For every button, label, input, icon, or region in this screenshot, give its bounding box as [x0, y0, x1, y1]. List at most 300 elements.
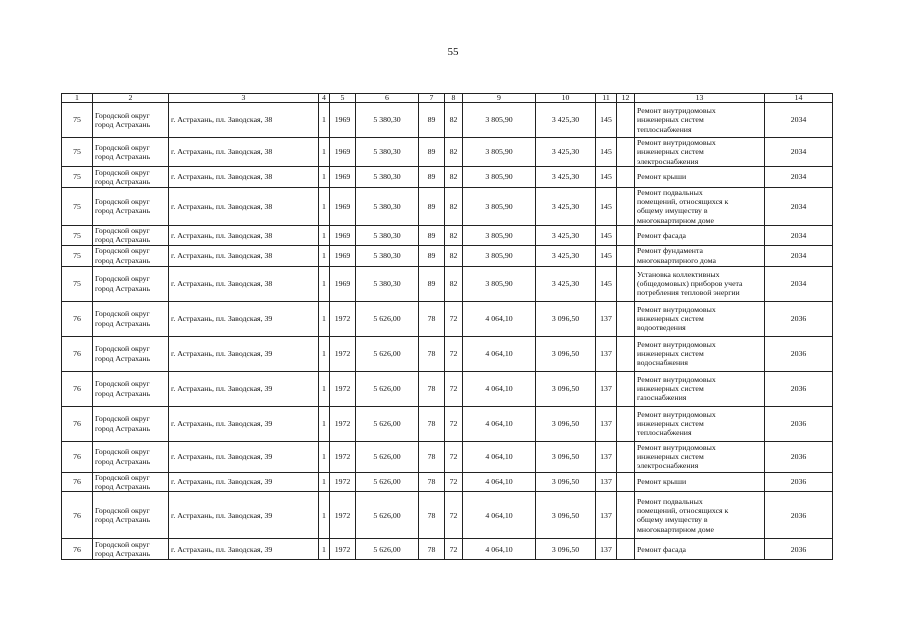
- work-type-line: многоквартирном доме: [637, 524, 714, 534]
- capital-repair-table: [61, 93, 833, 560]
- address-cell: г. Астрахань, пл. Заводская, 38: [169, 138, 319, 167]
- work-type-line: водоотведения: [637, 323, 686, 333]
- col-8-cell: 72: [445, 336, 463, 371]
- page-number: 55: [447, 46, 459, 58]
- col-9-cell: 4 064,10: [463, 472, 536, 492]
- col-10-cell: 3 096,50: [536, 472, 596, 492]
- municipality-cell: [93, 492, 169, 539]
- column-number-cell: 3: [169, 94, 319, 103]
- planned-year-cell: 2036: [765, 406, 833, 441]
- col-11-cell: 137: [596, 492, 617, 539]
- col-12-cell: [617, 336, 635, 371]
- year-built-cell: 1972: [330, 406, 356, 441]
- municipality-cell: [93, 103, 169, 138]
- municipality-line: Городской округ: [95, 414, 150, 424]
- work-type-cell: [635, 301, 765, 336]
- address-cell: г. Астрахань, пл. Заводская, 39: [169, 371, 319, 406]
- address-cell: г. Астрахань, пл. Заводская, 39: [169, 441, 319, 472]
- municipality-cell: [93, 226, 169, 246]
- address-cell: г. Астрахань, пл. Заводская, 38: [169, 166, 319, 187]
- col-8-cell: 82: [445, 266, 463, 301]
- planned-year-cell: 2036: [765, 336, 833, 371]
- table-row: [62, 371, 833, 406]
- work-type-line: инженерных систем: [637, 452, 704, 462]
- col-4-cell: 1: [319, 301, 330, 336]
- col-4-cell: 1: [319, 472, 330, 492]
- planned-year-cell: 2034: [765, 166, 833, 187]
- col-10-cell: 3 096,50: [536, 539, 596, 560]
- column-number-cell: 4: [319, 94, 330, 103]
- col-10-cell: 3 096,50: [536, 441, 596, 472]
- total-area-cell: 5 380,30: [356, 245, 419, 266]
- col-8-cell: 82: [445, 166, 463, 187]
- work-type-line: Ремонт подвальных: [637, 496, 703, 506]
- year-built-cell: 1969: [330, 103, 356, 138]
- municipality-line: город Астрахань: [95, 151, 151, 161]
- municipality-line: Городской округ: [95, 447, 150, 457]
- work-type-line: Ремонт подвальных: [637, 187, 703, 197]
- col-11-cell: 145: [596, 103, 617, 138]
- col-8-cell: 82: [445, 138, 463, 167]
- col-9-cell: 3 805,90: [463, 103, 536, 138]
- address-cell: г. Астрахань, пл. Заводская, 39: [169, 472, 319, 492]
- year-built-cell: 1969: [330, 138, 356, 167]
- work-type-line: потребления тепловой энергии: [637, 288, 740, 298]
- work-type-line: общему имуществу в: [637, 515, 708, 525]
- item-number-cell: 76: [62, 472, 93, 492]
- col-9-cell: 4 064,10: [463, 336, 536, 371]
- municipality-line: город Астрахань: [95, 318, 151, 328]
- table-row: [62, 187, 833, 225]
- col-12-cell: [617, 226, 635, 246]
- col-9-cell: 4 064,10: [463, 441, 536, 472]
- col-9-cell: 4 064,10: [463, 371, 536, 406]
- municipality-line: город Астрахань: [95, 283, 151, 293]
- col-11-cell: 145: [596, 226, 617, 246]
- work-type-cell: [635, 187, 765, 225]
- item-number-cell: 75: [62, 266, 93, 301]
- municipality-cell: [93, 266, 169, 301]
- col-10-cell: 3 425,30: [536, 166, 596, 187]
- col-12-cell: [617, 406, 635, 441]
- year-built-cell: 1969: [330, 187, 356, 225]
- work-type-cell: [635, 492, 765, 539]
- total-area-cell: 5 626,00: [356, 336, 419, 371]
- year-built-cell: 1972: [330, 472, 356, 492]
- work-type-line: Ремонт крыши: [637, 477, 687, 487]
- municipality-cell: [93, 245, 169, 266]
- col-4-cell: 1: [319, 371, 330, 406]
- col-12-cell: [617, 138, 635, 167]
- municipality-cell: [93, 138, 169, 167]
- col-11-cell: 145: [596, 166, 617, 187]
- column-number-cell: 14: [765, 94, 833, 103]
- col-9-cell: 3 805,90: [463, 245, 536, 266]
- municipality-line: город Астрахань: [95, 120, 151, 129]
- work-type-line: многоквартирного дома: [637, 255, 716, 265]
- col-11-cell: 145: [596, 187, 617, 225]
- work-type-cell: [635, 166, 765, 187]
- item-number-cell: 76: [62, 539, 93, 560]
- work-type-line: общему имуществу в: [637, 206, 708, 216]
- col-12-cell: [617, 371, 635, 406]
- municipality-line: город Астрахань: [95, 176, 151, 186]
- column-number-header-row: [62, 94, 833, 103]
- col-10-cell: 3 096,50: [536, 371, 596, 406]
- total-area-cell: 5 626,00: [356, 441, 419, 472]
- total-area-cell: 5 380,30: [356, 187, 419, 225]
- municipality-line: город Астрахань: [95, 255, 151, 265]
- work-type-line: Ремонт фундамента: [637, 246, 703, 256]
- municipality-cell: [93, 441, 169, 472]
- municipality-line: Городской округ: [95, 309, 150, 319]
- planned-year-cell: 2034: [765, 226, 833, 246]
- col-8-cell: 72: [445, 492, 463, 539]
- work-type-cell: [635, 371, 765, 406]
- col-11-cell: 137: [596, 441, 617, 472]
- col-7-cell: 89: [419, 166, 445, 187]
- municipality-line: город Астрахань: [95, 235, 151, 245]
- year-built-cell: 1972: [330, 301, 356, 336]
- work-type-line: Ремонт внутридомовых: [637, 304, 716, 314]
- work-type-line: Ремонт внутридомовых: [637, 339, 716, 349]
- table-row: [62, 226, 833, 246]
- col-12-cell: [617, 539, 635, 560]
- work-type-line: инженерных систем: [637, 384, 704, 394]
- address-cell: г. Астрахань, пл. Заводская, 39: [169, 301, 319, 336]
- col-4-cell: 1: [319, 103, 330, 138]
- address-cell: г. Астрахань, пл. Заводская, 39: [169, 336, 319, 371]
- col-7-cell: 78: [419, 472, 445, 492]
- col-8-cell: 82: [445, 187, 463, 225]
- work-type-cell: [635, 266, 765, 301]
- municipality-line: Городской округ: [95, 110, 150, 120]
- work-type-cell: [635, 406, 765, 441]
- municipality-line: Городской округ: [95, 142, 150, 152]
- municipality-line: Городской округ: [95, 379, 150, 389]
- col-12-cell: [617, 301, 635, 336]
- municipality-line: город Астрахань: [95, 515, 151, 525]
- item-number-cell: 75: [62, 245, 93, 266]
- planned-year-cell: 2036: [765, 472, 833, 492]
- work-type-line: водоснабжения: [637, 358, 688, 368]
- work-type-line: Ремонт внутридомовых: [637, 442, 716, 452]
- work-type-cell: [635, 441, 765, 472]
- col-7-cell: 78: [419, 539, 445, 560]
- col-10-cell: 3 096,50: [536, 301, 596, 336]
- work-type-line: помещений, относящихся к: [637, 197, 729, 207]
- year-built-cell: 1972: [330, 336, 356, 371]
- planned-year-cell: 2036: [765, 441, 833, 472]
- col-7-cell: 89: [419, 187, 445, 225]
- col-12-cell: [617, 245, 635, 266]
- address-cell: г. Астрахань, пл. Заводская, 38: [169, 187, 319, 225]
- table-row: [62, 539, 833, 560]
- col-4-cell: 1: [319, 166, 330, 187]
- item-number-cell: 75: [62, 187, 93, 225]
- work-type-line: Ремонт крыши: [637, 172, 687, 182]
- col-9-cell: 4 064,10: [463, 492, 536, 539]
- address-cell: г. Астрахань, пл. Заводская, 39: [169, 539, 319, 560]
- work-type-cell: [635, 103, 765, 138]
- work-type-line: (общедомовых) приборов учета: [637, 279, 743, 289]
- table-row: [62, 472, 833, 492]
- municipality-line: город Астрахань: [95, 353, 151, 363]
- col-10-cell: 3 425,30: [536, 103, 596, 138]
- year-built-cell: 1969: [330, 266, 356, 301]
- item-number-cell: 75: [62, 166, 93, 187]
- municipality-cell: [93, 336, 169, 371]
- col-12-cell: [617, 103, 635, 138]
- planned-year-cell: 2034: [765, 103, 833, 138]
- item-number-cell: 76: [62, 406, 93, 441]
- col-11-cell: 137: [596, 472, 617, 492]
- work-type-line: Ремонт фасада: [637, 544, 687, 554]
- column-number-cell: 5: [330, 94, 356, 103]
- work-type-line: газоснабжения: [637, 393, 687, 403]
- municipality-line: город Астрахань: [95, 206, 151, 216]
- work-type-line: Ремонт внутридомовых: [637, 374, 716, 384]
- municipality-line: Городской округ: [95, 246, 150, 256]
- work-type-line: инженерных систем: [637, 115, 704, 125]
- col-10-cell: 3 425,30: [536, 226, 596, 246]
- municipality-line: город Астрахань: [95, 388, 151, 398]
- col-8-cell: 72: [445, 406, 463, 441]
- work-type-cell: [635, 472, 765, 492]
- total-area-cell: 5 626,00: [356, 472, 419, 492]
- col-7-cell: 89: [419, 103, 445, 138]
- col-10-cell: 3 425,30: [536, 138, 596, 167]
- table-row: [62, 301, 833, 336]
- col-7-cell: 78: [419, 336, 445, 371]
- planned-year-cell: 2036: [765, 371, 833, 406]
- work-type-line: теплоснабжения: [637, 124, 692, 134]
- municipality-cell: [93, 406, 169, 441]
- work-type-line: инженерных систем: [637, 147, 704, 157]
- col-11-cell: 145: [596, 266, 617, 301]
- col-8-cell: 72: [445, 539, 463, 560]
- col-8-cell: 82: [445, 226, 463, 246]
- year-built-cell: 1969: [330, 166, 356, 187]
- col-4-cell: 1: [319, 539, 330, 560]
- col-12-cell: [617, 187, 635, 225]
- col-4-cell: 1: [319, 226, 330, 246]
- table-row: [62, 492, 833, 539]
- year-built-cell: 1969: [330, 245, 356, 266]
- col-12-cell: [617, 266, 635, 301]
- table-row: [62, 166, 833, 187]
- work-type-cell: [635, 226, 765, 246]
- col-4-cell: 1: [319, 336, 330, 371]
- col-4-cell: 1: [319, 441, 330, 472]
- total-area-cell: 5 380,30: [356, 166, 419, 187]
- col-7-cell: 89: [419, 266, 445, 301]
- year-built-cell: 1972: [330, 441, 356, 472]
- column-number-cell: 7: [419, 94, 445, 103]
- municipality-cell: [93, 371, 169, 406]
- municipality-line: Городской округ: [95, 167, 150, 177]
- planned-year-cell: 2036: [765, 539, 833, 560]
- col-10-cell: 3 425,30: [536, 266, 596, 301]
- item-number-cell: 76: [62, 336, 93, 371]
- col-12-cell: [617, 166, 635, 187]
- column-number-cell: 11: [596, 94, 617, 103]
- col-7-cell: 78: [419, 406, 445, 441]
- work-type-cell: [635, 245, 765, 266]
- col-9-cell: 3 805,90: [463, 187, 536, 225]
- work-type-line: электроснабжения: [637, 156, 699, 166]
- work-type-line: Ремонт внутридомовых: [637, 106, 716, 116]
- col-8-cell: 82: [445, 245, 463, 266]
- col-10-cell: 3 425,30: [536, 245, 596, 266]
- work-type-line: Ремонт внутридомовых: [637, 138, 716, 147]
- municipality-cell: [93, 166, 169, 187]
- item-number-cell: 76: [62, 441, 93, 472]
- col-7-cell: 89: [419, 226, 445, 246]
- total-area-cell: 5 380,30: [356, 266, 419, 301]
- total-area-cell: 5 626,00: [356, 492, 419, 539]
- municipality-line: Городской округ: [95, 274, 150, 284]
- municipality-line: Городской округ: [95, 197, 150, 207]
- work-type-line: многоквартирном доме: [637, 215, 714, 225]
- column-number-cell: 10: [536, 94, 596, 103]
- municipality-line: город Астрахань: [95, 549, 151, 559]
- year-built-cell: 1972: [330, 492, 356, 539]
- col-7-cell: 89: [419, 138, 445, 167]
- col-4-cell: 1: [319, 187, 330, 225]
- address-cell: г. Астрахань, пл. Заводская, 38: [169, 226, 319, 246]
- column-number-cell: 9: [463, 94, 536, 103]
- col-11-cell: 137: [596, 371, 617, 406]
- address-cell: г. Астрахань, пл. Заводская, 38: [169, 266, 319, 301]
- col-11-cell: 145: [596, 138, 617, 167]
- table-row: [62, 406, 833, 441]
- col-7-cell: 78: [419, 441, 445, 472]
- municipality-line: Городской округ: [95, 226, 150, 236]
- year-built-cell: 1972: [330, 539, 356, 560]
- total-area-cell: 5 380,30: [356, 138, 419, 167]
- col-7-cell: 78: [419, 492, 445, 539]
- work-type-cell: [635, 539, 765, 560]
- planned-year-cell: 2036: [765, 492, 833, 539]
- col-8-cell: 72: [445, 301, 463, 336]
- table-row: [62, 336, 833, 371]
- year-built-cell: 1969: [330, 226, 356, 246]
- col-4-cell: 1: [319, 138, 330, 167]
- address-cell: г. Астрахань, пл. Заводская, 39: [169, 406, 319, 441]
- work-type-line: инженерных систем: [637, 419, 704, 429]
- municipality-line: Городской округ: [95, 344, 150, 354]
- col-11-cell: 137: [596, 406, 617, 441]
- col-12-cell: [617, 472, 635, 492]
- col-9-cell: 3 805,90: [463, 166, 536, 187]
- column-number-cell: 6: [356, 94, 419, 103]
- planned-year-cell: 2034: [765, 138, 833, 167]
- municipality-cell: [93, 301, 169, 336]
- item-number-cell: 76: [62, 492, 93, 539]
- municipality-line: город Астрахань: [95, 456, 151, 466]
- col-8-cell: 72: [445, 472, 463, 492]
- col-10-cell: 3 096,50: [536, 406, 596, 441]
- col-7-cell: 78: [419, 371, 445, 406]
- column-number-cell: 12: [617, 94, 635, 103]
- col-4-cell: 1: [319, 266, 330, 301]
- municipality-line: Городской округ: [95, 539, 150, 549]
- column-number-cell: 8: [445, 94, 463, 103]
- municipality-line: Городской округ: [95, 505, 150, 515]
- planned-year-cell: 2036: [765, 301, 833, 336]
- col-9-cell: 3 805,90: [463, 138, 536, 167]
- planned-year-cell: 2034: [765, 187, 833, 225]
- col-8-cell: 72: [445, 371, 463, 406]
- column-number-cell: 1: [62, 94, 93, 103]
- item-number-cell: 76: [62, 301, 93, 336]
- municipality-line: город Астрахань: [95, 481, 151, 491]
- col-4-cell: 1: [319, 245, 330, 266]
- planned-year-cell: 2034: [765, 245, 833, 266]
- col-8-cell: 82: [445, 103, 463, 138]
- municipality-line: город Астрахань: [95, 423, 151, 433]
- item-number-cell: 75: [62, 103, 93, 138]
- col-11-cell: 137: [596, 336, 617, 371]
- total-area-cell: 5 380,30: [356, 103, 419, 138]
- col-7-cell: 89: [419, 245, 445, 266]
- work-type-line: Ремонт фасада: [637, 230, 687, 240]
- work-type-line: теплоснабжения: [637, 428, 692, 438]
- work-type-cell: [635, 336, 765, 371]
- col-12-cell: [617, 441, 635, 472]
- planned-year-cell: 2034: [765, 266, 833, 301]
- column-number-cell: 2: [93, 94, 169, 103]
- total-area-cell: 5 380,30: [356, 226, 419, 246]
- work-type-line: Ремонт внутридомовых: [637, 409, 716, 419]
- municipality-cell: [93, 472, 169, 492]
- col-11-cell: 137: [596, 301, 617, 336]
- table-row: [62, 245, 833, 266]
- col-9-cell: 4 064,10: [463, 406, 536, 441]
- col-10-cell: 3 096,50: [536, 492, 596, 539]
- work-type-line: электроснабжения: [637, 461, 699, 471]
- table-row: [62, 266, 833, 301]
- col-4-cell: 1: [319, 492, 330, 539]
- col-12-cell: [617, 492, 635, 539]
- work-type-cell: [635, 138, 765, 167]
- address-cell: г. Астрахань, пл. Заводская, 38: [169, 245, 319, 266]
- col-9-cell: 4 064,10: [463, 539, 536, 560]
- col-4-cell: 1: [319, 406, 330, 441]
- col-11-cell: 137: [596, 539, 617, 560]
- work-type-line: инженерных систем: [637, 349, 704, 359]
- total-area-cell: 5 626,00: [356, 539, 419, 560]
- table-row: [62, 441, 833, 472]
- address-cell: г. Астрахань, пл. Заводская, 38: [169, 103, 319, 138]
- col-9-cell: 3 805,90: [463, 266, 536, 301]
- table-row: [62, 103, 833, 138]
- total-area-cell: 5 626,00: [356, 406, 419, 441]
- municipality-line: Городской округ: [95, 472, 150, 482]
- address-cell: г. Астрахань, пл. Заводская, 39: [169, 492, 319, 539]
- col-11-cell: 145: [596, 245, 617, 266]
- column-number-cell: 13: [635, 94, 765, 103]
- municipality-cell: [93, 539, 169, 560]
- work-type-line: Установка коллективных: [637, 269, 720, 279]
- municipality-cell: [93, 187, 169, 225]
- col-9-cell: 4 064,10: [463, 301, 536, 336]
- year-built-cell: 1972: [330, 371, 356, 406]
- col-10-cell: 3 096,50: [536, 336, 596, 371]
- total-area-cell: 5 626,00: [356, 371, 419, 406]
- item-number-cell: 76: [62, 371, 93, 406]
